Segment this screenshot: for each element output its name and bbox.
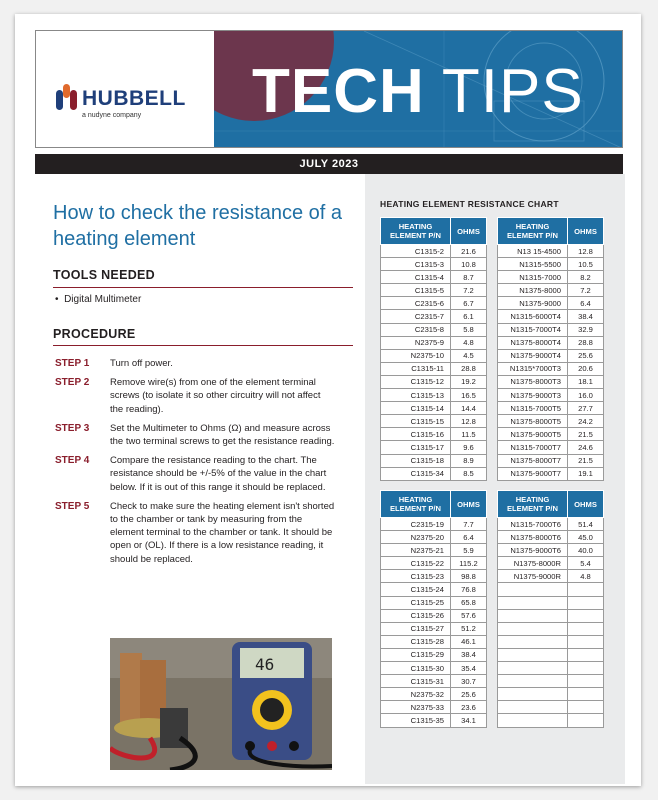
ohms-cell: 25.6 xyxy=(568,349,604,362)
ohms-cell: 38.4 xyxy=(451,648,487,661)
part-number-cell: C1315-29 xyxy=(381,648,451,661)
ohms-cell: 51.2 xyxy=(451,622,487,635)
article-title: How to check the resistance of a heating element xyxy=(53,202,343,250)
part-number-cell: C1315-4 xyxy=(381,271,451,284)
ohms-cell: 18.1 xyxy=(568,375,604,388)
part-number-cell: C1315-31 xyxy=(381,675,451,688)
table-row xyxy=(381,609,487,622)
ohms-cell: 7.7 xyxy=(451,518,487,531)
table-row xyxy=(498,583,604,596)
step-label: STEP 5 xyxy=(55,500,90,512)
table-header-row xyxy=(498,218,604,245)
table-body xyxy=(498,245,604,481)
part-number-cell: C1315-25 xyxy=(381,596,451,609)
ohms-cell: 24.6 xyxy=(568,441,604,454)
part-number-cell: C1315-11 xyxy=(381,362,451,375)
table-row xyxy=(381,271,487,284)
table-row xyxy=(498,609,604,622)
part-number-cell xyxy=(498,583,568,596)
table-row xyxy=(381,688,487,701)
table-row xyxy=(498,271,604,284)
logo-area xyxy=(36,31,214,148)
part-number-cell: N1375-8000T4 xyxy=(498,336,568,349)
brand-name: HUBBELL xyxy=(82,87,186,110)
ohms-cell: 51.4 xyxy=(568,518,604,531)
part-number-cell: C2315-19 xyxy=(381,518,451,531)
ohms-cell: 98.8 xyxy=(451,570,487,583)
part-number-cell: C1315-24 xyxy=(381,583,451,596)
part-number-cell: C1315-3 xyxy=(381,258,451,271)
part-number-cell: C1315-2 xyxy=(381,245,451,258)
table-row xyxy=(498,622,604,635)
table-row xyxy=(498,688,604,701)
ohms-cell: 16.5 xyxy=(451,389,487,402)
part-number-cell: N1375-9000T6 xyxy=(498,544,568,557)
table-header-row xyxy=(381,491,487,518)
ohms-cell xyxy=(568,596,604,609)
table-row xyxy=(381,675,487,688)
part-number-cell: N1375-9000T7 xyxy=(498,467,568,480)
resistance-table-2 xyxy=(497,217,604,481)
tools-heading: TOOLS NEEDED xyxy=(53,268,155,282)
ohms-cell: 21.6 xyxy=(451,245,487,258)
table-row xyxy=(381,701,487,714)
table-row xyxy=(381,245,487,258)
table-row xyxy=(381,518,487,531)
step-3 xyxy=(55,422,345,448)
part-number-cell: N2375-21 xyxy=(381,544,451,557)
ohms-cell: 21.5 xyxy=(568,454,604,467)
multimeter-photo xyxy=(110,638,332,770)
table-row xyxy=(381,454,487,467)
table-row xyxy=(381,635,487,648)
ohms-cell: 6.4 xyxy=(451,531,487,544)
ohms-cell: 28.8 xyxy=(451,362,487,375)
table-row xyxy=(381,441,487,454)
table-row xyxy=(381,544,487,557)
step-5 xyxy=(55,500,345,566)
part-number-cell: N1375-8000T5 xyxy=(498,415,568,428)
part-number-cell: C1315-18 xyxy=(381,454,451,467)
step-2 xyxy=(55,376,345,416)
part-number-cell xyxy=(498,635,568,648)
table-row xyxy=(381,648,487,661)
ohms-cell xyxy=(568,583,604,596)
part-number-cell xyxy=(498,622,568,635)
meter-display: 46 xyxy=(255,655,275,674)
ohms-cell: 4.5 xyxy=(451,349,487,362)
table-row xyxy=(381,323,487,336)
steps-list xyxy=(55,357,345,572)
table-row xyxy=(381,258,487,271)
part-number-cell xyxy=(498,609,568,622)
col-ohms: OHMS xyxy=(568,218,604,245)
ohms-cell: 25.6 xyxy=(451,688,487,701)
title-bold: TECH xyxy=(252,57,425,126)
table-row xyxy=(381,662,487,675)
tool-name: Digital Multimeter xyxy=(64,294,142,305)
table-row xyxy=(381,415,487,428)
part-number-cell: C1315-15 xyxy=(381,415,451,428)
part-number-cell: C1315-34 xyxy=(381,467,451,480)
part-number-cell: C1315-14 xyxy=(381,402,451,415)
part-number-cell: C1315-35 xyxy=(381,714,451,727)
ohms-cell: 19.2 xyxy=(451,375,487,388)
step-text: Turn off power. xyxy=(110,358,173,369)
ohms-cell: 12.8 xyxy=(451,415,487,428)
part-number-cell: C1315-23 xyxy=(381,570,451,583)
col-ohms: OHMS xyxy=(451,491,487,518)
table-row xyxy=(498,454,604,467)
part-number-cell: N1315-6000T4 xyxy=(498,310,568,323)
part-number-cell: N13 15-4500 xyxy=(498,245,568,258)
table-row xyxy=(381,310,487,323)
ohms-cell: 5.8 xyxy=(451,323,487,336)
part-number-cell: C1315-28 xyxy=(381,635,451,648)
resistance-table-1 xyxy=(380,217,487,481)
step-text: Compare the resistance reading to the chart. The resistance should be +/-5% of the value in the chart below. If it is out of this range it should be replaced. xyxy=(110,455,327,493)
part-number-cell: N2375-10 xyxy=(381,349,451,362)
part-number-cell: N1315-7000T4 xyxy=(498,323,568,336)
table-row xyxy=(381,336,487,349)
multimeter-illustration xyxy=(110,638,332,770)
ohms-cell: 27.7 xyxy=(568,402,604,415)
table-row xyxy=(381,389,487,402)
part-number-cell: N1375-8000T7 xyxy=(498,454,568,467)
ohms-cell: 8.9 xyxy=(451,454,487,467)
part-number-cell: N2375-20 xyxy=(381,531,451,544)
resistance-table-3 xyxy=(380,490,487,728)
title-light: TIPS xyxy=(424,57,584,126)
table-row xyxy=(498,544,604,557)
ohms-cell: 14.4 xyxy=(451,402,487,415)
ohms-cell: 76.8 xyxy=(451,583,487,596)
col-part-number: HEATING ELEMENT P/N xyxy=(498,491,568,518)
table-row xyxy=(498,310,604,323)
col-part-number: HEATING ELEMENT P/N xyxy=(381,491,451,518)
step-label: STEP 1 xyxy=(55,358,90,369)
table-row xyxy=(498,701,604,714)
table-row xyxy=(498,375,604,388)
table-row xyxy=(498,284,604,297)
part-number-cell: C1315-26 xyxy=(381,609,451,622)
table-row xyxy=(498,297,604,310)
part-number-cell: C1315-12 xyxy=(381,375,451,388)
table-row xyxy=(498,336,604,349)
ohms-cell: 10.8 xyxy=(451,258,487,271)
table-row xyxy=(381,297,487,310)
table-row xyxy=(498,662,604,675)
ohms-cell: 9.6 xyxy=(451,441,487,454)
table-row xyxy=(498,714,604,727)
ohms-cell: 8.5 xyxy=(451,467,487,480)
col-ohms: OHMS xyxy=(568,491,604,518)
ohms-cell xyxy=(568,675,604,688)
table-row xyxy=(498,675,604,688)
table-row xyxy=(381,596,487,609)
step-text: Remove wire(s) from one of the element terminal screws (to isolate it so other circuitry will not affect the reading). xyxy=(110,377,321,415)
part-number-cell: C1315-30 xyxy=(381,662,451,675)
table-row xyxy=(381,583,487,596)
table-row xyxy=(381,714,487,727)
procedure-divider xyxy=(53,345,353,346)
step-label: STEP 4 xyxy=(55,455,90,467)
part-number-cell: N1375-8000T3 xyxy=(498,375,568,388)
ohms-cell: 24.2 xyxy=(568,415,604,428)
ohms-cell: 7.2 xyxy=(451,284,487,297)
table-row xyxy=(381,622,487,635)
part-number-cell: N1375-9000T3 xyxy=(498,389,568,402)
part-number-cell xyxy=(498,675,568,688)
part-number-cell: C1315-17 xyxy=(381,441,451,454)
chart-title: HEATING ELEMENT RESISTANCE CHART xyxy=(380,199,559,209)
table-row xyxy=(381,531,487,544)
table-row xyxy=(498,323,604,336)
ohms-cell: 16.0 xyxy=(568,389,604,402)
table-row xyxy=(498,635,604,648)
ohms-cell xyxy=(568,714,604,727)
step-label: STEP 2 xyxy=(55,377,90,389)
part-number-cell: N1375-8000 xyxy=(498,284,568,297)
tools-list-item: • Digital Multimeter xyxy=(55,294,142,305)
part-number-cell: N2375-33 xyxy=(381,701,451,714)
date-bar: JULY 2023 xyxy=(35,154,623,174)
part-number-cell xyxy=(498,596,568,609)
ohms-cell xyxy=(568,648,604,661)
ohms-cell xyxy=(568,609,604,622)
ohms-cell: 21.5 xyxy=(568,428,604,441)
table-body xyxy=(381,245,487,481)
table-row xyxy=(498,402,604,415)
ohms-cell: 30.7 xyxy=(451,675,487,688)
table-row xyxy=(498,557,604,570)
part-number-cell: N1375-9000T4 xyxy=(498,349,568,362)
ohms-cell: 12.8 xyxy=(568,245,604,258)
resistance-table-4 xyxy=(497,490,604,728)
part-number-cell: N1315-7000T6 xyxy=(498,518,568,531)
table-body xyxy=(498,518,604,728)
ohms-cell: 5.9 xyxy=(451,544,487,557)
part-number-cell: C1315-5 xyxy=(381,284,451,297)
ohms-cell: 5.4 xyxy=(568,557,604,570)
table-row xyxy=(381,362,487,375)
table-row xyxy=(498,441,604,454)
ohms-cell: 7.2 xyxy=(568,284,604,297)
step-4 xyxy=(55,454,345,494)
hubbell-logo-icon xyxy=(56,84,78,112)
tools-divider xyxy=(53,287,353,288)
title-banner xyxy=(214,31,623,148)
brand-tagline: a nudyne company xyxy=(82,112,142,119)
part-number-cell: N1375-9000 xyxy=(498,297,568,310)
ohms-cell: 6.1 xyxy=(451,310,487,323)
ohms-cell: 65.8 xyxy=(451,596,487,609)
table-row xyxy=(381,349,487,362)
table-row xyxy=(498,531,604,544)
ohms-cell: 34.1 xyxy=(451,714,487,727)
ohms-cell: 45.0 xyxy=(568,531,604,544)
part-number-cell: C2315-6 xyxy=(381,297,451,310)
table-row xyxy=(498,518,604,531)
tech-tips-title xyxy=(252,57,584,126)
table-header-row xyxy=(498,491,604,518)
table-row xyxy=(381,557,487,570)
ohms-cell: 8.2 xyxy=(568,271,604,284)
table-row xyxy=(498,389,604,402)
part-number-cell: N1375-8000R xyxy=(498,557,568,570)
part-number-cell: N1315-7000 xyxy=(498,271,568,284)
part-number-cell: N1375-9000R xyxy=(498,570,568,583)
ohms-cell: 19.1 xyxy=(568,467,604,480)
table-row xyxy=(498,648,604,661)
table-row xyxy=(498,415,604,428)
part-number-cell: N1375-9000T5 xyxy=(498,428,568,441)
table-row xyxy=(498,245,604,258)
part-number-cell: N1375-8000T6 xyxy=(498,531,568,544)
table-row xyxy=(381,402,487,415)
table-header-row xyxy=(381,218,487,245)
step-text: Set the Multimeter to Ohms (Ω) and measure across the two terminal screws to get the resistance reading. xyxy=(110,422,335,448)
table-row xyxy=(381,375,487,388)
ohms-cell xyxy=(568,622,604,635)
header xyxy=(35,30,623,148)
table-row xyxy=(498,596,604,609)
step-label: STEP 3 xyxy=(55,422,90,434)
ohms-cell: 38.4 xyxy=(568,310,604,323)
col-part-number: HEATING ELEMENT P/N xyxy=(498,218,568,245)
part-number-cell: C1315-22 xyxy=(381,557,451,570)
table-row xyxy=(381,467,487,480)
ohms-cell: 10.5 xyxy=(568,258,604,271)
table-row xyxy=(498,428,604,441)
part-number-cell xyxy=(498,714,568,727)
table-body xyxy=(381,518,487,728)
part-number-cell: N2375-9 xyxy=(381,336,451,349)
ohms-cell: 23.6 xyxy=(451,701,487,714)
table-row xyxy=(498,362,604,375)
table-row xyxy=(498,258,604,271)
part-number-cell: N1315-7000T7 xyxy=(498,441,568,454)
table-row xyxy=(381,570,487,583)
ohms-cell xyxy=(568,662,604,675)
table-row xyxy=(381,284,487,297)
table-row xyxy=(498,467,604,480)
ohms-cell: 57.6 xyxy=(451,609,487,622)
part-number-cell: C1315-13 xyxy=(381,389,451,402)
col-ohms: OHMS xyxy=(451,218,487,245)
part-number-cell: N1315-5500 xyxy=(498,258,568,271)
ohms-cell: 115.2 xyxy=(451,557,487,570)
ohms-cell: 11.5 xyxy=(451,428,487,441)
part-number-cell: N1315-7000T5 xyxy=(498,402,568,415)
part-number-cell: C2315-7 xyxy=(381,310,451,323)
part-number-cell: C1315-27 xyxy=(381,622,451,635)
table-row xyxy=(498,349,604,362)
part-number-cell: N2375-32 xyxy=(381,688,451,701)
part-number-cell: N1315*7000T3 xyxy=(498,362,568,375)
part-number-cell xyxy=(498,648,568,661)
ohms-cell: 4.8 xyxy=(568,570,604,583)
ohms-cell xyxy=(568,635,604,648)
ohms-cell xyxy=(568,688,604,701)
ohms-cell xyxy=(568,701,604,714)
step-text: Check to make sure the heating element isn't shorted to the chamber or tank by measuring from the element terminal to the chamber or tank. It should be open or (OL). If there is a low resistance reading, it should be replaced. xyxy=(110,500,335,565)
ohms-cell: 40.0 xyxy=(568,544,604,557)
table-row xyxy=(381,428,487,441)
ohms-cell: 4.8 xyxy=(451,336,487,349)
part-number-cell: C1315-16 xyxy=(381,428,451,441)
ohms-cell: 28.8 xyxy=(568,336,604,349)
procedure-heading: PROCEDURE xyxy=(53,327,136,341)
part-number-cell xyxy=(498,688,568,701)
ohms-cell: 20.6 xyxy=(568,362,604,375)
ohms-cell: 6.4 xyxy=(568,297,604,310)
col-part-number: HEATING ELEMENT P/N xyxy=(381,218,451,245)
part-number-cell xyxy=(498,701,568,714)
ohms-cell: 46.1 xyxy=(451,635,487,648)
ohms-cell: 32.9 xyxy=(568,323,604,336)
table-row xyxy=(498,570,604,583)
ohms-cell: 6.7 xyxy=(451,297,487,310)
ohms-cell: 35.4 xyxy=(451,662,487,675)
part-number-cell: C2315-8 xyxy=(381,323,451,336)
ohms-cell: 8.7 xyxy=(451,271,487,284)
step-1 xyxy=(55,357,345,370)
part-number-cell xyxy=(498,662,568,675)
